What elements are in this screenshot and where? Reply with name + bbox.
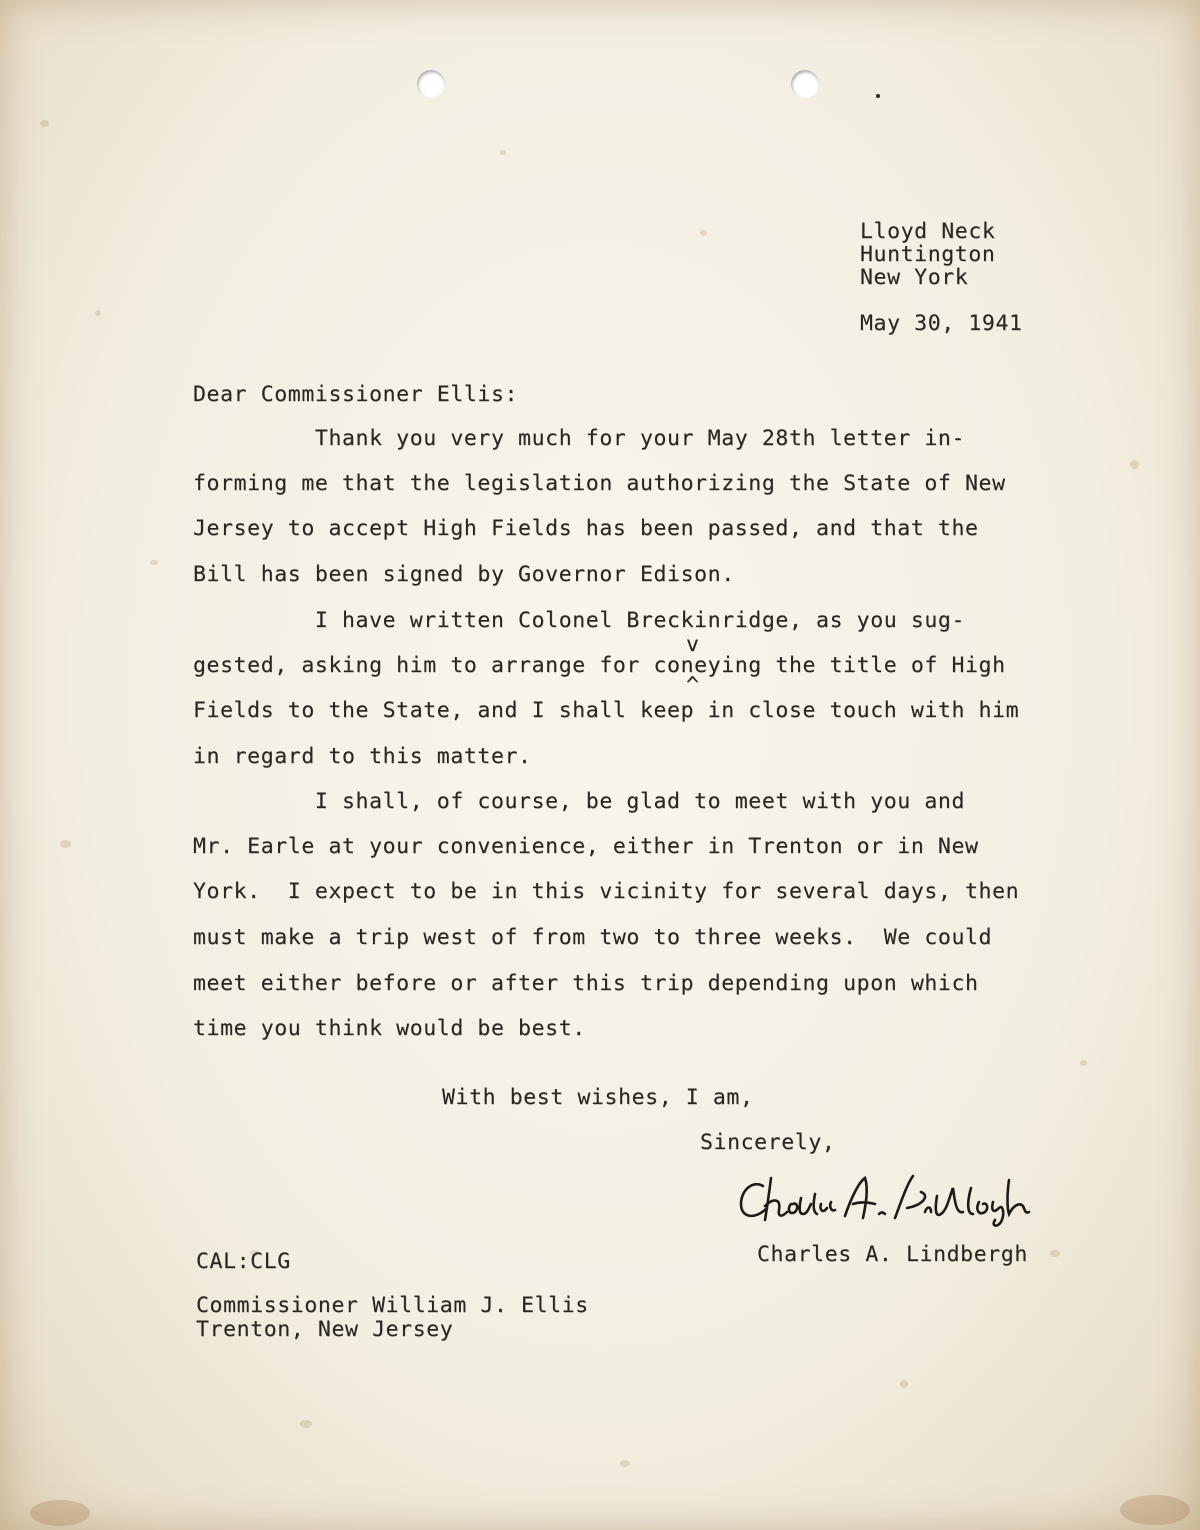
reference-initials: CAL:CLG: [196, 1249, 291, 1274]
recipient-place: Trenton, New Jersey: [196, 1317, 454, 1342]
stain: [500, 150, 506, 155]
stain: [300, 1420, 312, 1428]
stain: [620, 1460, 630, 1467]
signature: [735, 1168, 1045, 1230]
typed-signature-name: Charles A. Lindbergh: [757, 1242, 1028, 1267]
stain: [95, 310, 101, 316]
punch-hole: [791, 70, 819, 98]
closing-line: With best wishes, I am,: [442, 1085, 754, 1110]
insert-mark: v: [686, 632, 700, 657]
body-line: Thank you very much for your May 28th letter in-: [193, 426, 966, 451]
body-line: must make a trip west of from two to three weeks. We could: [193, 925, 993, 950]
body-line: York. I expect to be in this vicinity for several days, then: [193, 879, 1020, 904]
body-line: I shall, of course, be glad to meet with you and: [193, 789, 966, 814]
body-line: Fields to the State, and I shall keep in close touch with him: [193, 698, 1020, 723]
stain: [1120, 1495, 1190, 1525]
stain: [1080, 1060, 1087, 1066]
salutation: Dear Commissioner Ellis:: [193, 382, 519, 407]
address-line-2: Huntington: [860, 242, 996, 267]
stain: [30, 1500, 90, 1526]
stain: [700, 230, 707, 236]
recipient-name: Commissioner William J. Ellis: [196, 1293, 589, 1318]
stain: [900, 1380, 908, 1388]
body-line: Mr. Earle at your convenience, either in Trenton or in New: [193, 834, 979, 859]
body-line: Bill has been signed by Governor Edison.: [193, 562, 735, 587]
stain: [40, 120, 49, 127]
body-line: forming me that the legislation authorizing the State of New: [193, 471, 1006, 496]
valediction: Sincerely,: [700, 1130, 836, 1155]
stain: [150, 560, 158, 565]
punch-hole: [417, 70, 445, 98]
stain: [1130, 460, 1139, 469]
address-line-1: Lloyd Neck: [860, 219, 996, 244]
stain: [1050, 1250, 1060, 1257]
ink-dot: [876, 94, 880, 98]
caret-mark: ^: [686, 673, 700, 698]
body-line: Jersey to accept High Fields has been passed, and that the: [193, 516, 979, 541]
body-line: gested, asking him to arrange for coneying the title of High: [193, 653, 1006, 678]
body-line: in regard to this matter.: [193, 744, 532, 769]
stain: [60, 840, 71, 848]
body-line: time you think would be best.: [193, 1016, 586, 1041]
body-line: I have written Colonel Breckinridge, as you sug-: [193, 608, 966, 633]
letter-date: May 30, 1941: [860, 311, 1023, 336]
body-line: meet either before or after this trip depending upon which: [193, 971, 979, 996]
address-line-3: New York: [860, 265, 969, 290]
